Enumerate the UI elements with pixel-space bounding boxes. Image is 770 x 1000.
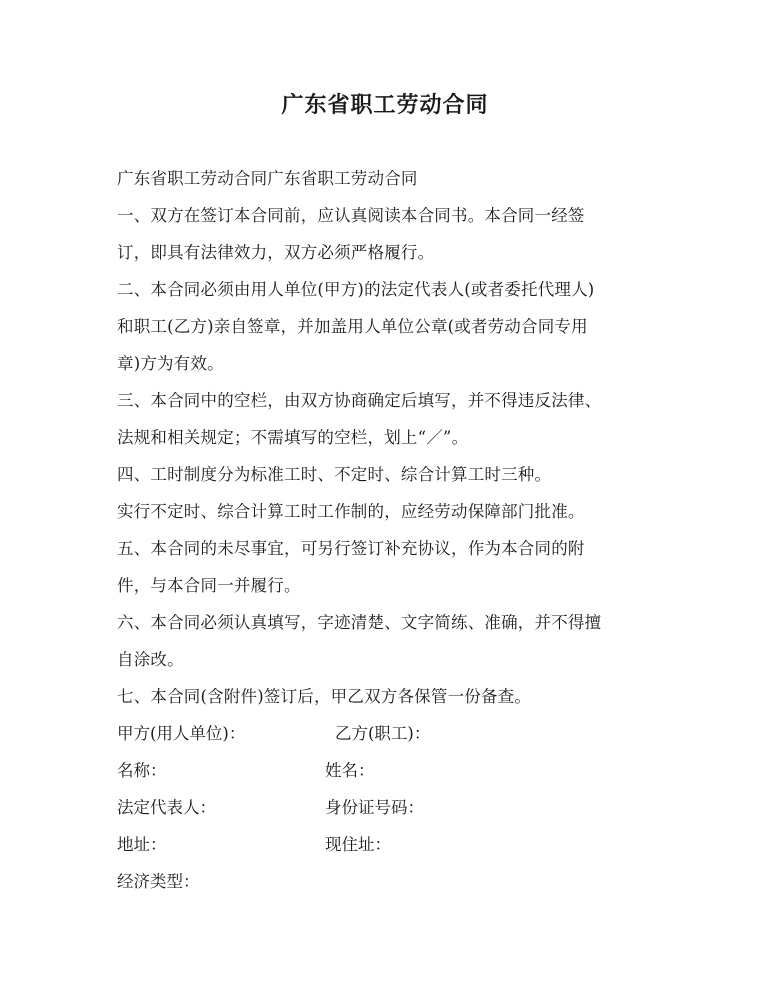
clause-5-line-1: 五、本合同的未尽事宜，可另行签订补充协议，作为本合同的附 — [117, 539, 585, 558]
clause-6-line-2: 自涂改。 — [117, 650, 184, 669]
field-row-address — [117, 832, 657, 869]
company-address-label: 地址： — [117, 835, 167, 854]
party-b-label: 乙方(职工)： — [335, 724, 431, 743]
document-body — [117, 166, 657, 906]
current-address-label: 现住址： — [325, 835, 391, 854]
parties-row — [117, 721, 657, 758]
legal-representative-label: 法定代表人： — [117, 798, 216, 817]
clause-1-line-2: 订，即具有法律效力，双方必须严格履行。 — [117, 243, 435, 262]
company-name-label: 名称： — [117, 761, 167, 780]
worker-name-label: 姓名： — [325, 761, 375, 780]
economic-type-label: 经济类型： — [117, 872, 200, 891]
clause-2-line-3: 章)方为有效。 — [117, 354, 224, 373]
clause-7-line-1: 七、本合同(含附件)签订后，甲乙双方各保管一份备查。 — [117, 687, 532, 706]
field-row-name — [117, 758, 657, 795]
clause-3-line-1: 三、本合同中的空栏，由双方协商确定后填写，并不得违反法律、 — [117, 391, 602, 410]
clause-4-line-2: 实行不定时、综合计算工时工作制的，应经劳动保障部门批准。 — [117, 502, 585, 521]
field-row-economic-type — [117, 869, 657, 906]
clause-3-line-2: 法规和相关规定；不需填写的空栏，划上“／”。 — [117, 428, 469, 447]
party-a-label: 甲方(用人单位)： — [117, 724, 246, 743]
document-title: 广东省职工劳动合同 — [281, 92, 489, 118]
field-row-representative — [117, 795, 657, 832]
clause-2-line-2: 和职工(乙方)亲自签章，并加盖用人单位公章(或者劳动合同专用 — [117, 317, 588, 336]
clause-1-line-1: 一、双方在签订本合同前，应认真阅读本合同书。本合同一经签 — [117, 206, 585, 225]
clause-6-line-1: 六、本合同必须认真填写，字迹清楚、文字简练、准确，并不得擅 — [117, 613, 602, 632]
id-number-label: 身份证号码： — [325, 798, 424, 817]
clause-2-line-1: 二、本合同必须由用人单位(甲方)的法定代表人(或者委托代理人) — [117, 280, 595, 299]
clause-4-line-1: 四、工时制度分为标准工时、不定时、综合计算工时三种。 — [117, 465, 552, 484]
subtitle-line: 广东省职工劳动合同广东省职工劳动合同 — [117, 169, 418, 188]
clause-5-line-2: 件，与本合同一并履行。 — [117, 576, 301, 595]
